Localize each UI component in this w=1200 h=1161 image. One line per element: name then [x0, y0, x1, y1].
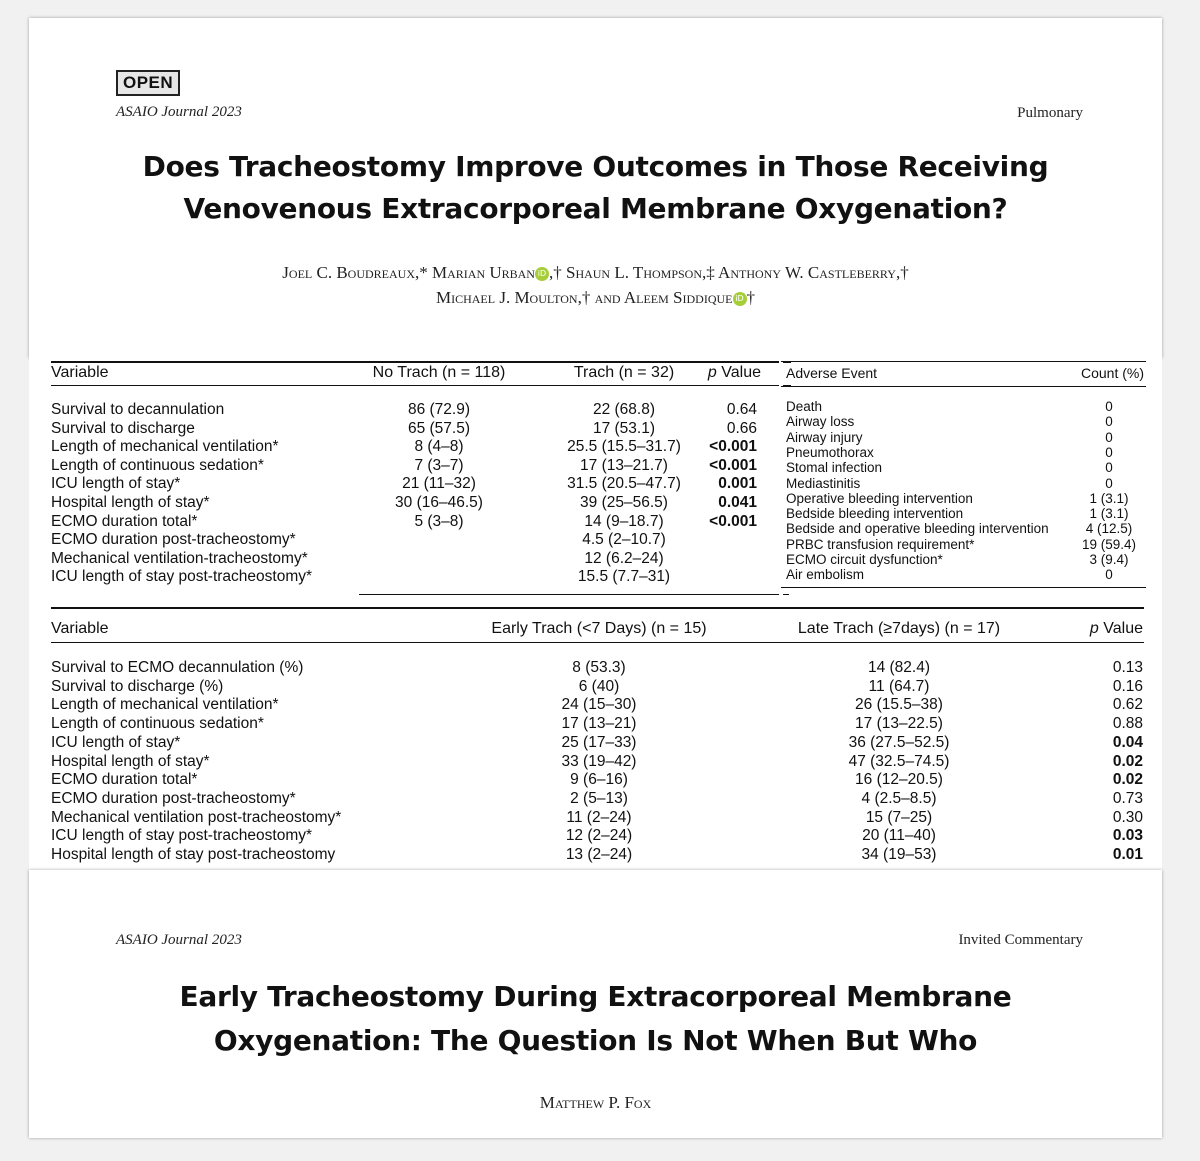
ae-cell-event: ECMO circuit dysfunction* — [786, 552, 943, 567]
rule — [359, 594, 789, 595]
ae-cell-count: 0 — [1105, 414, 1113, 430]
t2-cell-late: 14 (82.4) — [867, 659, 931, 676]
authors-part4: † — [746, 288, 756, 307]
t1-cell-pvalue: 0.66 — [726, 419, 757, 437]
t1-cell-variable: Hospital length of stay* — [51, 494, 210, 511]
rule — [781, 386, 1146, 387]
t1-cell-notrach: 8 (4–8) — [414, 438, 464, 456]
t2-cell-early: 6 (40) — [578, 677, 620, 695]
rule — [51, 385, 791, 386]
article2-author: Matthew P. Fox — [539, 1093, 652, 1112]
t1-header-notrach: No Trach (n = 118) — [372, 364, 506, 381]
t1-cell-variable: ICU length of stay post-tracheostomy* — [51, 568, 313, 586]
ae-cell-event: Stomal infection — [786, 460, 883, 476]
t2-cell-late: 16 (12–20.5) — [855, 771, 943, 789]
t1-cell-pvalue: 0.041 — [718, 494, 757, 511]
t1-cell-variable: ICU length of stay* — [51, 475, 181, 493]
ae-cell-event: Operative bleeding intervention — [786, 490, 973, 506]
t1-cell-variable: Length of continuous sedation* — [51, 456, 264, 474]
ae-cell-event: PRBC transfusion requirement* — [786, 536, 975, 552]
section-label: Pulmonary — [1017, 105, 1083, 121]
t1-cell-trach: 39 (25–56.5) — [580, 494, 668, 511]
t2-cell-variable: ECMO duration total* — [51, 771, 198, 789]
t1-cell-notrach: 21 (11–32) — [402, 475, 476, 493]
t2-cell-pvalue: 0.13 — [1112, 659, 1143, 676]
t1-cell-variable: Length of mechanical ventilation* — [51, 438, 279, 456]
t2-header-late: Late Trach (≥7days) (n = 17) — [797, 620, 1001, 637]
ae-header-count: Count (%) — [1080, 365, 1144, 381]
t2-cell-late: 17 (13–22.5) — [855, 715, 943, 733]
t2-cell-pvalue: 0.02 — [1112, 771, 1143, 789]
ae-cell-event: Mediastinitis — [786, 475, 861, 491]
ae-cell-count: 19 (59.4) — [1081, 536, 1137, 552]
t2-cell-variable: Survival to ECMO decannulation (%) — [51, 659, 304, 676]
t2-cell-variable: Survival to discharge (%) — [51, 677, 224, 695]
ae-cell-count: 3 (9.4) — [1089, 552, 1129, 567]
article2-title-line2: Oxygenation: The Question Is Not When But Who — [213, 1024, 978, 1057]
t2-cell-variable: Length of continuous sedation* — [51, 715, 264, 733]
t1-cell-pvalue: 0.001 — [718, 475, 757, 493]
t2-cell-pvalue: 0.88 — [1112, 715, 1143, 733]
t2-cell-late: 47 (32.5–74.5) — [848, 752, 950, 770]
t2-cell-early: 33 (19–42) — [561, 752, 637, 770]
ae-cell-event: Pneumothorax — [786, 444, 874, 460]
journal-name: ASAIO Journal 2023 — [116, 932, 242, 948]
t1-cell-pvalue: <0.001 — [709, 512, 757, 530]
t2-header-variable: Variable — [51, 620, 109, 637]
ae-header-event: Adverse Event — [786, 365, 878, 381]
t1-cell-pvalue: <0.001 — [709, 456, 757, 474]
authors-part3: Michael J. Moulton,† and Aleem Siddique — [435, 288, 733, 307]
t1-cell-trach: 4.5 (2–10.7) — [582, 531, 666, 549]
ae-cell-event: Bedside and operative bleeding intervention — [786, 521, 1049, 537]
t1-header-pvalue: p Value — [707, 364, 761, 381]
ae-cell-count: 0 — [1105, 460, 1113, 476]
t2-header-pvalue: p Value — [1089, 620, 1143, 637]
table2-area — [29, 598, 1162, 870]
t1-cell-variable: ECMO duration post-tracheostomy* — [51, 531, 296, 549]
t1-cell-trach: 17 (13–21.7) — [580, 456, 668, 474]
t2-cell-late: 26 (15.5–38) — [855, 696, 943, 714]
t1-cell-variable: ECMO duration total* — [51, 512, 198, 530]
t2-cell-early: 11 (2–24) — [566, 808, 632, 826]
t1-header-trach: Trach (n = 32) — [573, 364, 675, 381]
t1-cell-notrach: 7 (3–7) — [414, 456, 464, 474]
t1-cell-trach: 25.5 (15.5–31.7) — [567, 438, 681, 456]
t2-cell-variable: ICU length of stay* — [51, 733, 181, 751]
t2-cell-early: 24 (15–30) — [561, 696, 637, 714]
rule — [51, 361, 791, 363]
t1-cell-trach: 12 (6.2–24) — [584, 549, 664, 567]
t2-cell-variable: Mechanical ventilation post-tracheostomy* — [51, 808, 342, 826]
t1-cell-pvalue: <0.001 — [709, 438, 757, 456]
t2-cell-pvalue: 0.16 — [1112, 677, 1143, 695]
t2-cell-late: 20 (11–40) — [862, 827, 936, 845]
rule — [51, 642, 1144, 643]
article-title-line2: Venovenous Extracorporeal Membrane Oxygenation? — [183, 192, 1008, 225]
ae-cell-count: 4 (12.5) — [1085, 521, 1133, 537]
t1-cell-notrach: 86 (72.9) — [407, 401, 471, 418]
rule — [781, 361, 1146, 362]
rule — [781, 587, 1146, 588]
t1-cell-pvalue: 0.64 — [726, 401, 757, 418]
ae-cell-event: Airway injury — [786, 429, 863, 445]
ae-cell-count: 0 — [1105, 399, 1113, 414]
t2-cell-pvalue: 0.02 — [1112, 752, 1143, 770]
authors-part2: ,† Shaun L. Thompson,‡ Anthony W. Castleberry,† — [548, 263, 909, 282]
t1-cell-variable: Survival to discharge — [51, 419, 195, 437]
author-list-line1 — [29, 261, 1162, 285]
t2-cell-variable: Hospital length of stay post-tracheostomy — [51, 846, 336, 863]
orcid-icon[interactable]: iD — [733, 292, 747, 306]
ae-cell-event: Bedside bleeding intervention — [786, 506, 964, 522]
t2-cell-late: 15 (7–25) — [865, 808, 933, 826]
t1-cell-notrach: 65 (57.5) — [407, 419, 471, 437]
t1-cell-trach: 14 (9–18.7) — [584, 512, 664, 530]
t2-cell-variable: Length of mechanical ventilation* — [51, 696, 279, 714]
t2-cell-early: 8 (53.3) — [572, 659, 626, 676]
ae-cell-count: 0 — [1105, 429, 1113, 445]
t1-cell-variable: Survival to decannulation — [51, 401, 225, 418]
t2-cell-late: 36 (27.5–52.5) — [848, 733, 950, 751]
article-header-1 — [29, 18, 1162, 358]
t2-cell-early: 9 (6–16) — [570, 771, 628, 789]
t2-cell-pvalue: 0.62 — [1112, 696, 1143, 714]
ae-cell-event: Airway loss — [786, 414, 855, 430]
article-title-line1: Does Tracheostomy Improve Outcomes in Those Receiving — [142, 150, 1049, 183]
t2-cell-early: 13 (2–24) — [565, 846, 633, 863]
authors-part1: Joel C. Boudreaux,* Marian Urban — [282, 263, 535, 282]
t1-header-variable: Variable — [51, 364, 109, 381]
t2-cell-variable: Hospital length of stay* — [51, 752, 210, 770]
article-header-2 — [29, 870, 1162, 1138]
t2-cell-pvalue: 0.73 — [1112, 789, 1143, 807]
t2-cell-variable: ECMO duration post-tracheostomy* — [51, 789, 296, 807]
t2-cell-early: 2 (5–13) — [570, 789, 628, 807]
t2-cell-early: 17 (13–21) — [561, 715, 637, 733]
section-label: Invited Commentary — [958, 932, 1083, 948]
t1-cell-notrach: 5 (3–8) — [414, 512, 464, 530]
author-list-line2 — [29, 286, 1162, 310]
orcid-icon[interactable]: iD — [535, 267, 549, 281]
ae-cell-count: 1 (3.1) — [1089, 506, 1129, 522]
t2-cell-pvalue: 0.01 — [1112, 846, 1143, 863]
journal-name: ASAIO Journal 2023 — [116, 104, 242, 120]
rule — [51, 607, 1144, 609]
ae-cell-event: Death — [786, 399, 823, 414]
table1-area — [29, 358, 1162, 598]
t2-cell-pvalue: 0.04 — [1112, 733, 1143, 751]
open-access-badge: OPEN — [116, 70, 180, 96]
t2-cell-variable: ICU length of stay post-tracheostomy* — [51, 827, 313, 845]
ae-cell-count: 0 — [1105, 444, 1113, 460]
t1-cell-trach: 22 (68.8) — [592, 401, 656, 418]
t2-cell-pvalue: 0.03 — [1112, 827, 1143, 845]
t1-cell-trach: 17 (53.1) — [592, 419, 656, 437]
t2-cell-early: 25 (17–33) — [561, 733, 637, 751]
t1-cell-trach: 15.5 (7.7–31) — [577, 568, 671, 586]
ae-cell-count: 0 — [1105, 567, 1113, 583]
ae-cell-event: Air embolism — [786, 567, 865, 583]
article2-title-line1: Early Tracheostomy During Extracorporeal Membrane — [179, 980, 1012, 1013]
t2-header-early: Early Trach (<7 Days) (n = 15) — [491, 620, 707, 637]
t2-cell-late: 11 (64.7) — [868, 677, 930, 695]
ae-cell-count: 1 (3.1) — [1089, 490, 1129, 506]
t2-cell-early: 12 (2–24) — [565, 827, 633, 845]
t2-cell-late: 34 (19–53) — [861, 846, 937, 863]
t2-cell-pvalue: 0.30 — [1112, 808, 1143, 826]
t1-cell-trach: 31.5 (20.5–47.7) — [567, 475, 681, 493]
t1-cell-notrach: 30 (16–46.5) — [395, 494, 483, 511]
t2-cell-late: 4 (2.5–8.5) — [861, 789, 937, 807]
ae-cell-count: 0 — [1105, 475, 1113, 491]
gap — [779, 358, 783, 598]
t1-cell-variable: Mechanical ventilation-tracheostomy* — [51, 549, 308, 567]
